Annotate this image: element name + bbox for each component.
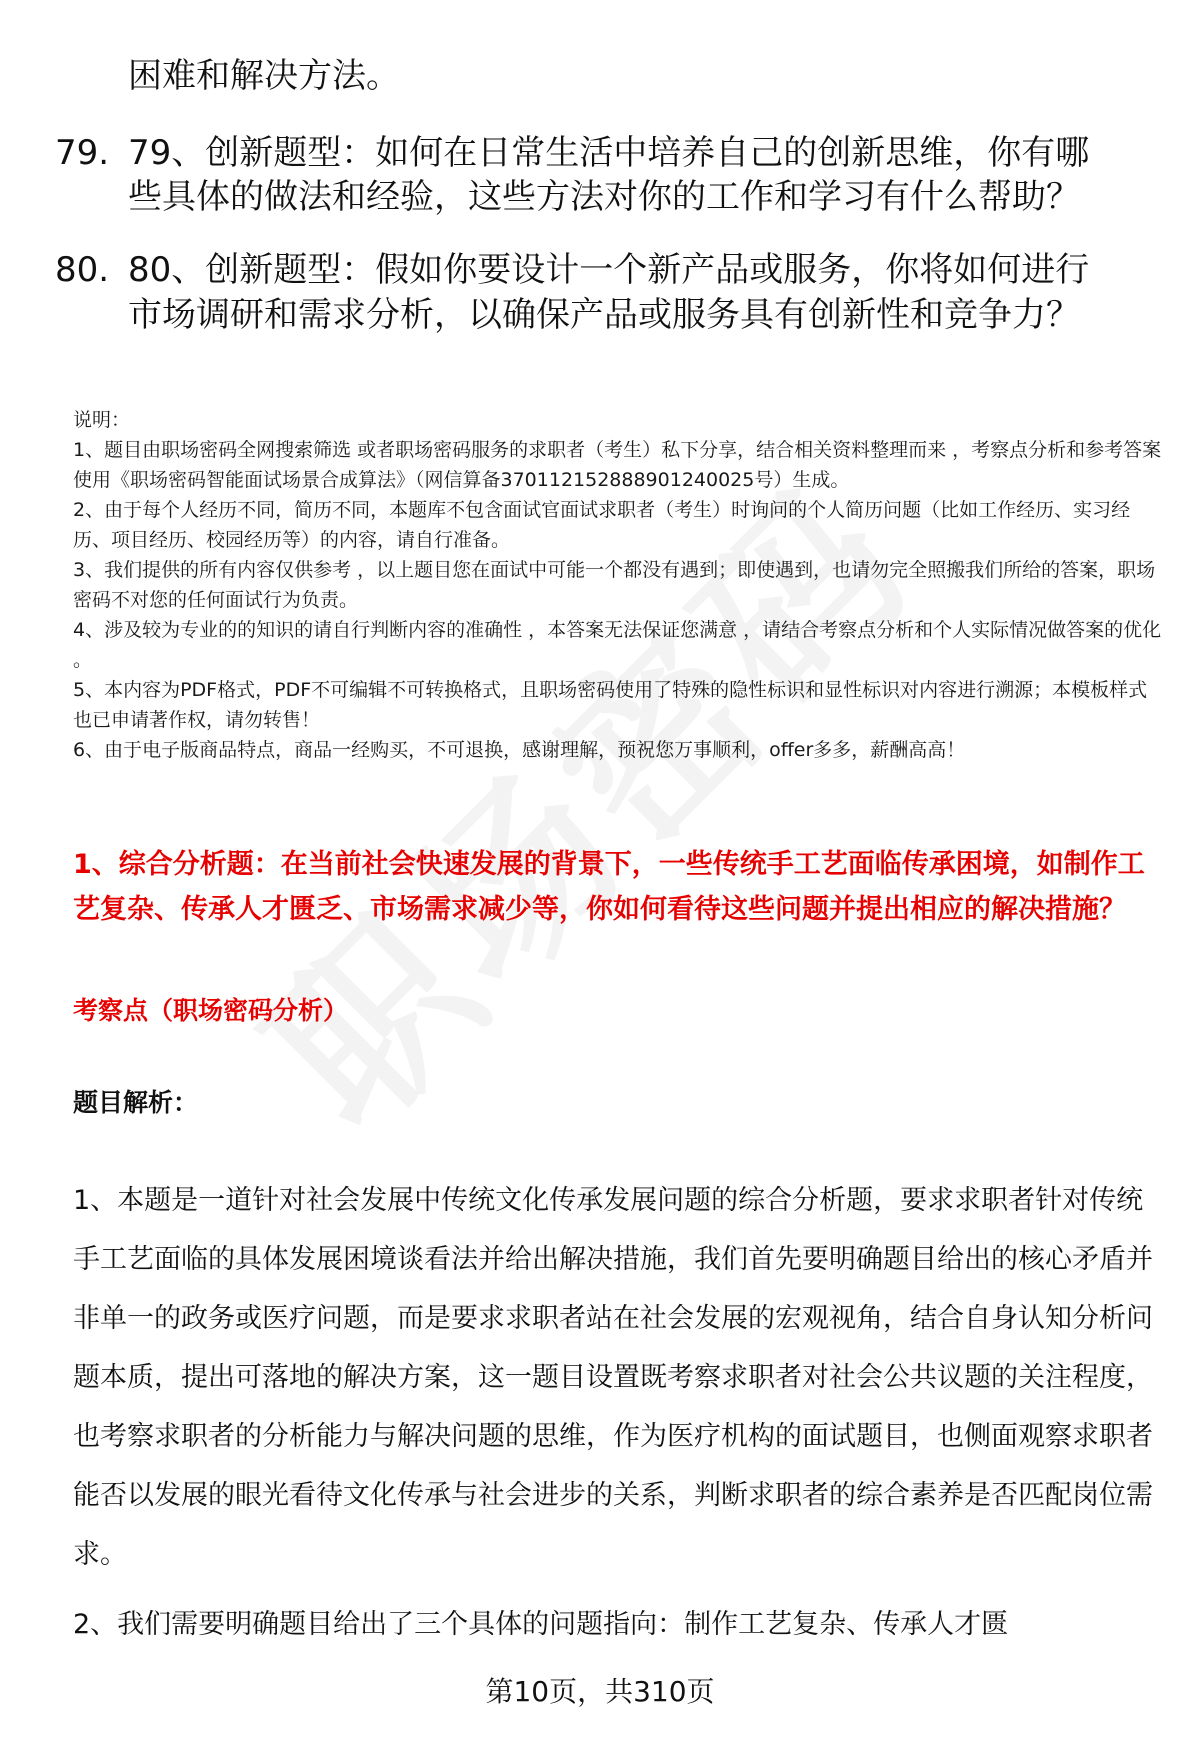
notes-block xyxy=(73,405,1163,765)
note-item: 4、涉及较为专业的的知识的请自行判断内容的准确性 ，本答案无法保证您满意 ，请结合考察点分析和个人实际情况做答案的优化 。 xyxy=(73,619,1162,671)
question-80-text-1: 80、创新题型：假如你要设计一个新产品或服务，你将如何进行 xyxy=(128,250,1090,290)
notes-title: 说明： xyxy=(73,409,131,431)
question-79-text-1: 79、创新题型：如何在日常生活中培养自己的创新思维，你有哪 xyxy=(128,133,1090,173)
note-item: 3、我们提供的所有内容仅供参考 ，以上题目您在面试中可能一个都没有遇到；即使遇到，也请勿完全照搬我们所给的答案，职场密码不对您的任何面试行为负责。 xyxy=(73,559,1156,611)
note-item: 6、由于电子版商品特点，商品一经购买，不可退换，感谢理解，预祝您万事顺利，offer多多，薪酬高高！ xyxy=(73,739,966,761)
question-80-number: 80. xyxy=(55,250,110,290)
analysis-paragraph-2: 2、我们需要明确题目给出了三个具体的问题指向：制作工艺复杂、传承人才匮 xyxy=(73,1609,1009,1640)
kaochadian-label: 考察点（职场密码分析） xyxy=(73,996,349,1025)
analysis-paragraph-1: 1、本题是一道针对社会发展中传统文化传承发展问题的综合分析题，要求求职者针对传统手工艺面临的具体发展困境谈看法并给出解决措施，我们首先要明确题目给出的核心矛盾并非单一的政务或医疗问题，而是要求求职者站在社会发展的宏观视角，结合自身认知分析问题本质，提出可落地的解决方案，这一题目设置既考察求职者对社会公共议题的关注程度，也考察求职者的分析能力与解决问题的思维，作为医疗机构的面试题目，也侧面观察求职者能否以发展的眼光看待文化传承与社会进步的关系，判断求职者的综合素养是否匹配岗位需求。 xyxy=(73,1185,1153,1570)
question-80-text-2: 市场调研和需求分析，以确保产品或服务具有创新性和竞争力？ xyxy=(128,295,1080,335)
question-79-number: 79. xyxy=(55,133,110,173)
page-footer: 第10页，共310页 xyxy=(485,1675,715,1708)
question-79-text-2: 些具体的做法和经验，这些方法对你的工作和学习有什么帮助？ xyxy=(128,177,1080,217)
main-question: 1、综合分析题：在当前社会快速发展的背景下，一些传统手工艺面临传承困境，如制作工艺复杂、传承人才匮乏、市场需求减少等，你如何看待这些问题并提出相应的解决措施？ xyxy=(73,849,1145,925)
continuation-text: 困难和解决方法。 xyxy=(128,56,400,96)
note-item: 1、题目由职场密码全网搜索筛选 或者职场密码服务的求职者（考生）私下分享，结合相关资料整理而来 ，考察点分析和参考答案使用《职场密码智能面试场景合成算法》（网信算备370112152888901240025号）生成。 xyxy=(73,439,1162,491)
analysis-title: 题目解析： xyxy=(73,1088,199,1117)
note-item: 2、由于每个人经历不同，简历不同，本题库不包含面试官面试求职者（考生）时询问的个人简历问题（比如工作经历、实习经历、项目经历、校园经历等）的内容，请自行准备。 xyxy=(73,499,1131,551)
note-item: 5、本内容为PDF格式，PDF不可编辑不可转换格式，且职场密码使用了特殊的隐性标识和显性标识对内容进行溯源；本模板样式也已申请著作权，请勿转售！ xyxy=(73,679,1148,731)
